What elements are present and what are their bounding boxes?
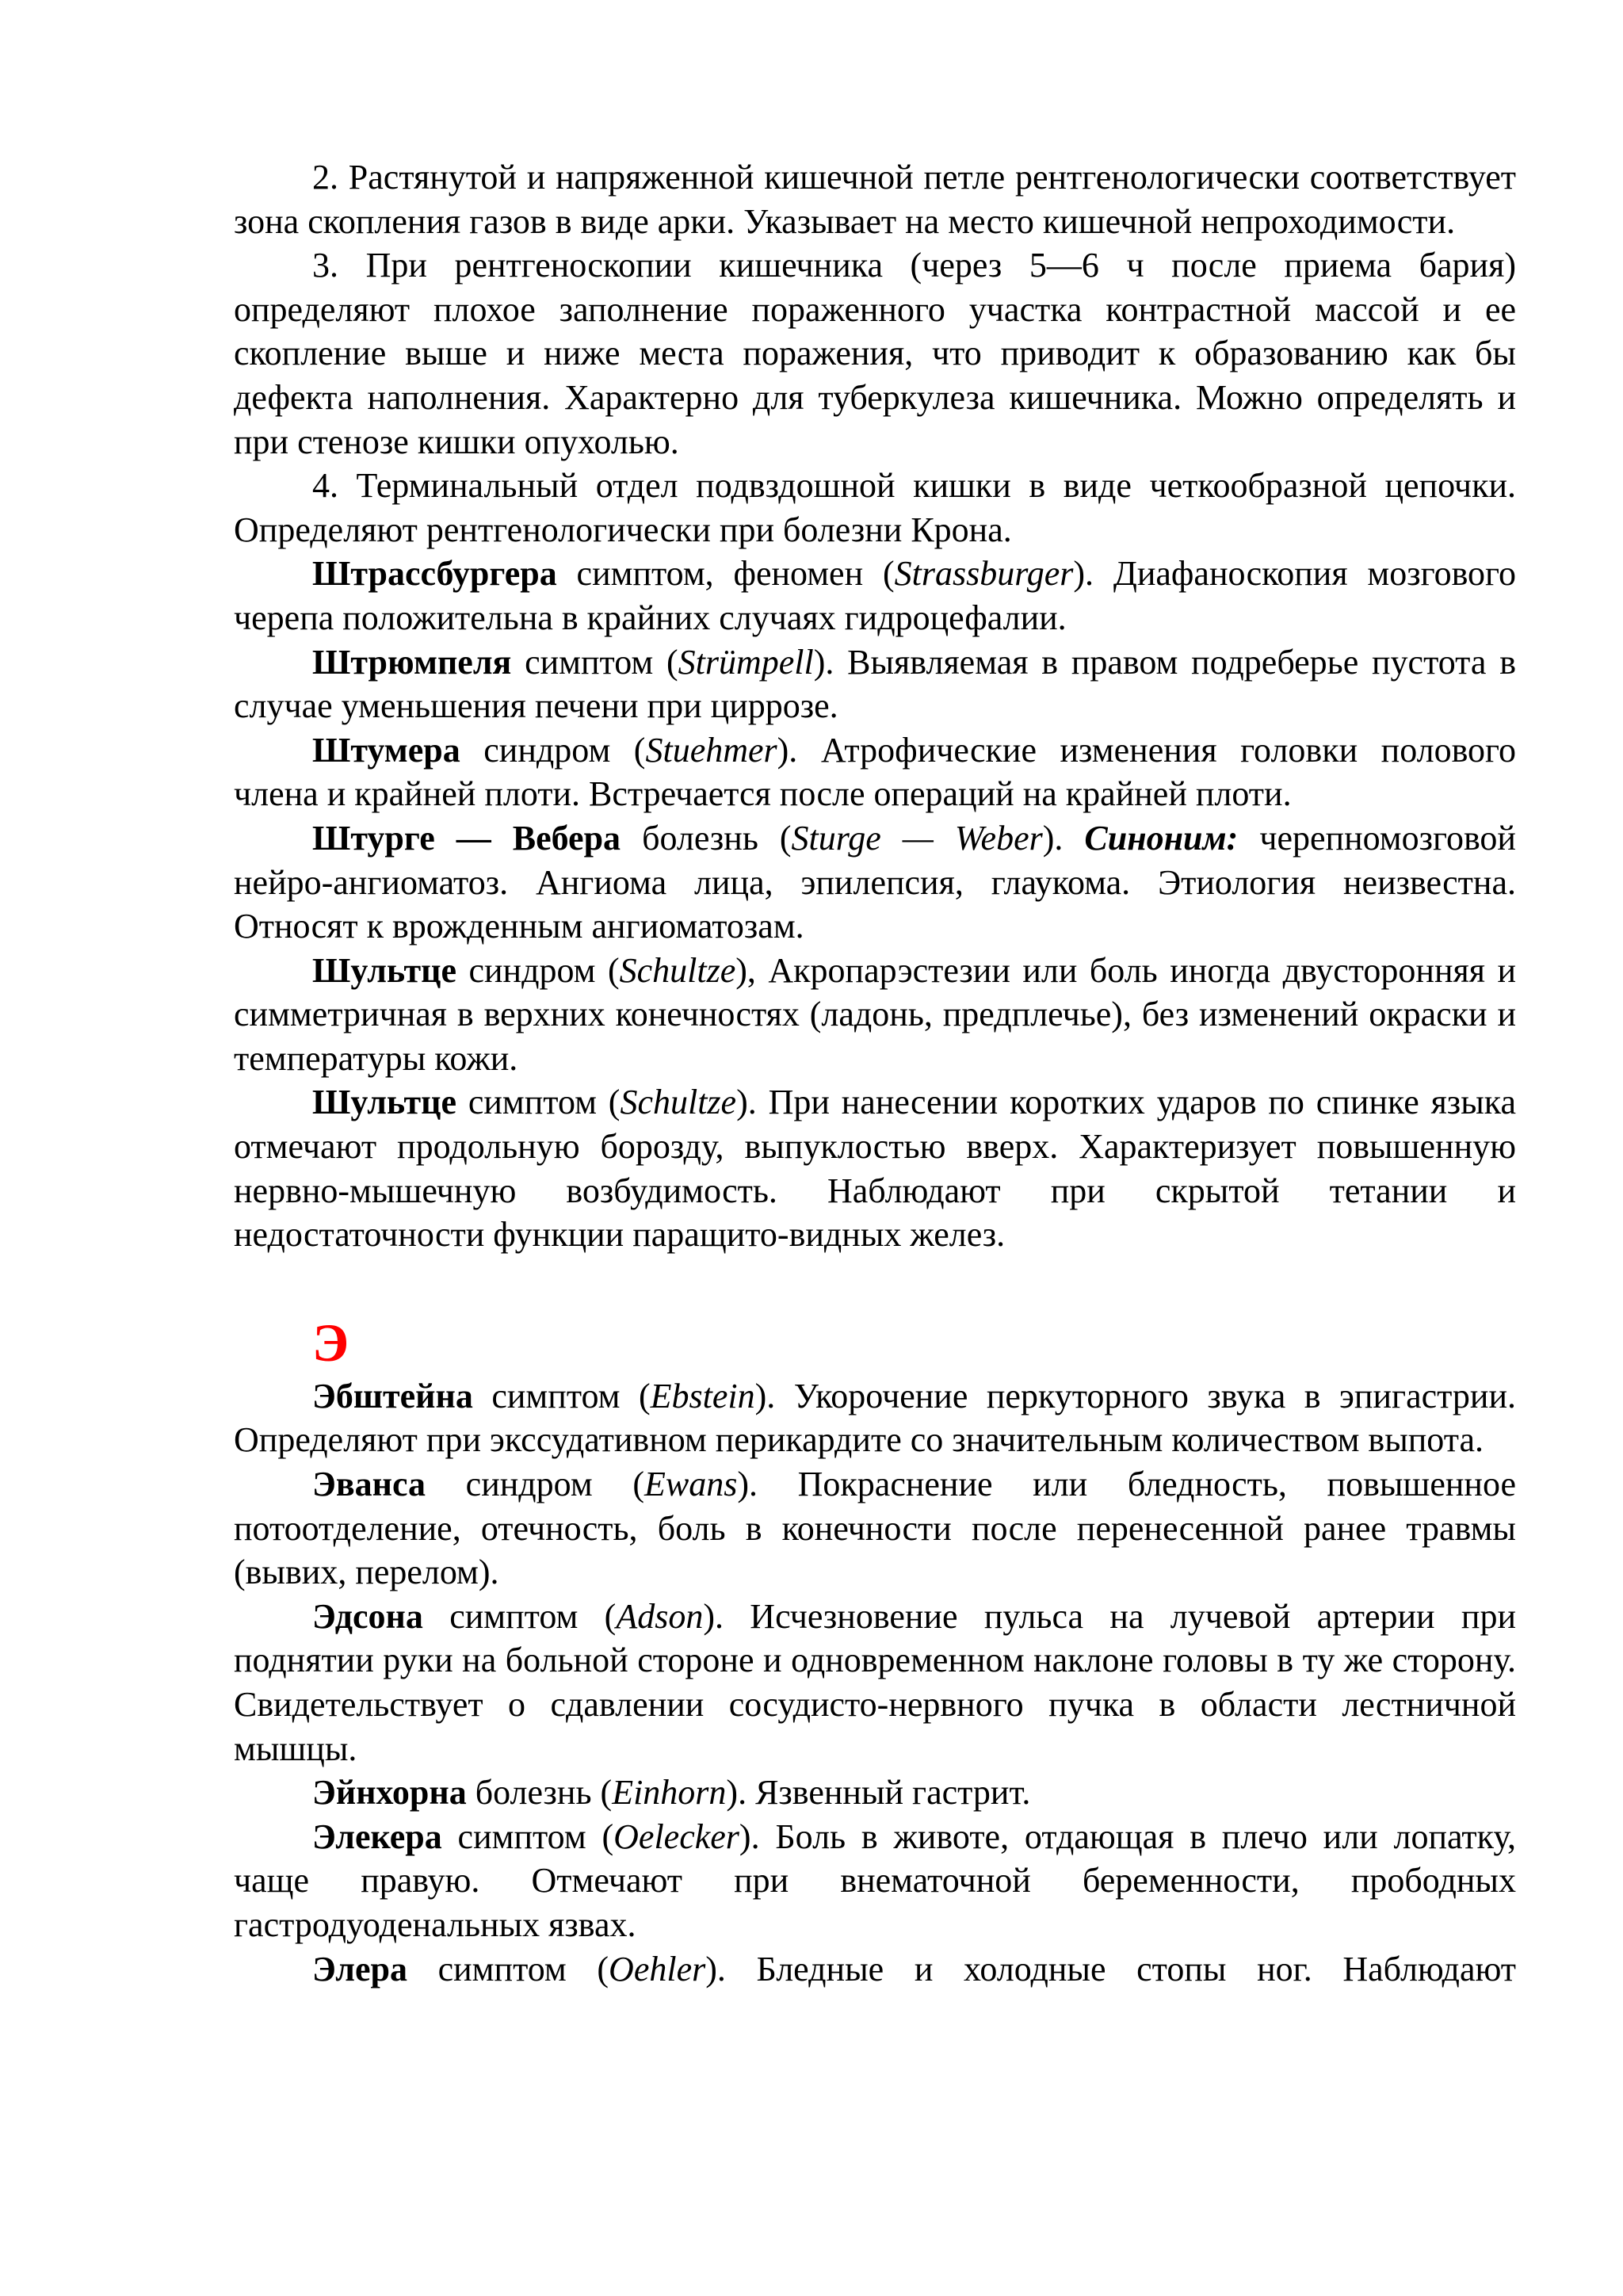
list-item: 4. Терминальный отдел подвздошной кишки в виде четкообразной цепочки. Определяют рентгенологически при болезни Крона.: [234, 466, 1516, 549]
entry-ewans: Эванса синдром (Ewans). Покраснение или бледность, повышенное потоотделение, отечность, боль в конечности после перенесенной ранее травмы (вывих, перелом).: [234, 1465, 1517, 1592]
entry-stuehmer: Штумера синдром (Stuehmer). Атрофические изменения головки полового члена и крайней плоти. Встречается после операций на крайней плоти.: [234, 730, 1516, 814]
entry-latin: Ewans: [643, 1465, 738, 1504]
entry-latin: Strümpell: [678, 642, 814, 682]
entry-term: Эйнхорна: [312, 1773, 467, 1813]
entry-sturge-weber: Штурге — Вебера болезнь (Sturge — Weber). Синоним: черепномозговой нейро-ангиоматоз. Ангиома лица, эпилепсия, глаукома. Этиология неизвестна. Относят к врожденным ангиоматозам.: [234, 818, 1516, 946]
entry-latin: Adson: [616, 1596, 704, 1636]
entry-latin: Ebstein: [650, 1376, 755, 1415]
entry-term: Элера: [312, 1949, 407, 1988]
entry-latin: Stuehmer: [645, 730, 777, 770]
entry-term: Шультце: [312, 1083, 456, 1122]
entry-term: Штрюмпеля: [312, 642, 512, 682]
section-letter: Э: [312, 1312, 349, 1373]
entry-latin: Oehler: [609, 1949, 706, 1988]
entry-adson: Эдсона симптом (Adson). Исчезновение пульса на лучевой артерии при поднятии руки на больной стороне и одновременном наклоне головы в ту же сторону. Свидетельствует о сдавлении сосудисто-нервного пучка в области лестничной мышцы.: [234, 1596, 1516, 1768]
entry-schultze-symptom: Шультце симптом (Schultze). При нанесении коротких ударов по спинке языка отмечают продольную борозду, выпуклостью вверх. Характеризует повышенную нервно-мышечную возбудимость. Наблюдают при скрытой тетании и недостаточности функции паращито-видных желез.: [234, 1083, 1516, 1255]
entry-latin: Oelecker: [613, 1817, 739, 1856]
entry-einhorn: Эйнхорна болезнь (Einhorn). Язвенный гастрит.: [312, 1773, 1031, 1813]
entry-term: Шультце: [312, 950, 456, 990]
entry-latin: Strassburger: [894, 554, 1074, 594]
entry-term: Эванса: [312, 1465, 426, 1504]
list-item: 3. При рентгеноскопии кишечника (через 5—6 ч после приема бария) определяют плохое заполнение пораженного участка контрастной массой и ее скопление выше и ниже места поражения, что приводит к образованию как бы дефекта наполнения. Характерно для туберкулеза кишечника. Можно определять и при стенозе кишки опухолью.: [234, 246, 1516, 461]
entry-term: Штурге — Вебера: [312, 818, 621, 858]
synonym-label: Синоним:: [1084, 818, 1239, 858]
entry-term: Штрассбургера: [312, 554, 557, 594]
entry-strassburger: Штрассбургера симптом, феномен (Strassburger). Диафаноскопия мозгового черепа положительна в крайних случаях гидроцефалии.: [234, 554, 1517, 637]
entry-latin: Schultze: [619, 950, 736, 990]
list-item: 2. Растянутой и напряженной кишечной петле рентгенологически соответствует зона скопления газов в виде арки. Указывает на место кишечной непроходимости.: [234, 158, 1516, 241]
entry-latin: Sturge — Weber: [791, 818, 1043, 858]
document-page: [234, 155, 1516, 1991]
entry-term: Эдсона: [312, 1596, 423, 1636]
entry-oelecker: Элекера симптом (Oelecker). Боль в животе, отдающая в плечо или лопатку, чаще правую. Отмечают при внематочной беременности, прободных гастродуоденальных язвах.: [234, 1817, 1517, 1944]
entry-term: Элекера: [312, 1817, 442, 1856]
entry-schultze-syndrome: Шультце синдром (Schultze), Акропарэстезии или боль иногда двусторонняя и симметричная в верхних конечностях (ладонь, предплечье), без изменений окраски и температуры кожи.: [234, 950, 1516, 1078]
entry-latin: Schultze: [620, 1083, 737, 1122]
entry-oehler: Элера симптом (Oehler). Бледные и холодные стопы ног. Наблюдают: [312, 1949, 1516, 1988]
entry-term: Штумера: [312, 730, 460, 770]
entry-strumpell: Штрюмпеля симптом (Strümpell). Выявляемая в правом подреберье пустота в случае уменьшения печени при циррозе.: [234, 642, 1516, 726]
entry-latin: Einhorn: [612, 1773, 727, 1813]
entry-ebstein: Эбштейна симптом (Ebstein). Укорочение перкуторного звука в эпигастрии. Определяют при экссудативном перикардите со значительным количеством выпота.: [234, 1376, 1516, 1460]
entry-term: Эбштейна: [312, 1376, 473, 1415]
